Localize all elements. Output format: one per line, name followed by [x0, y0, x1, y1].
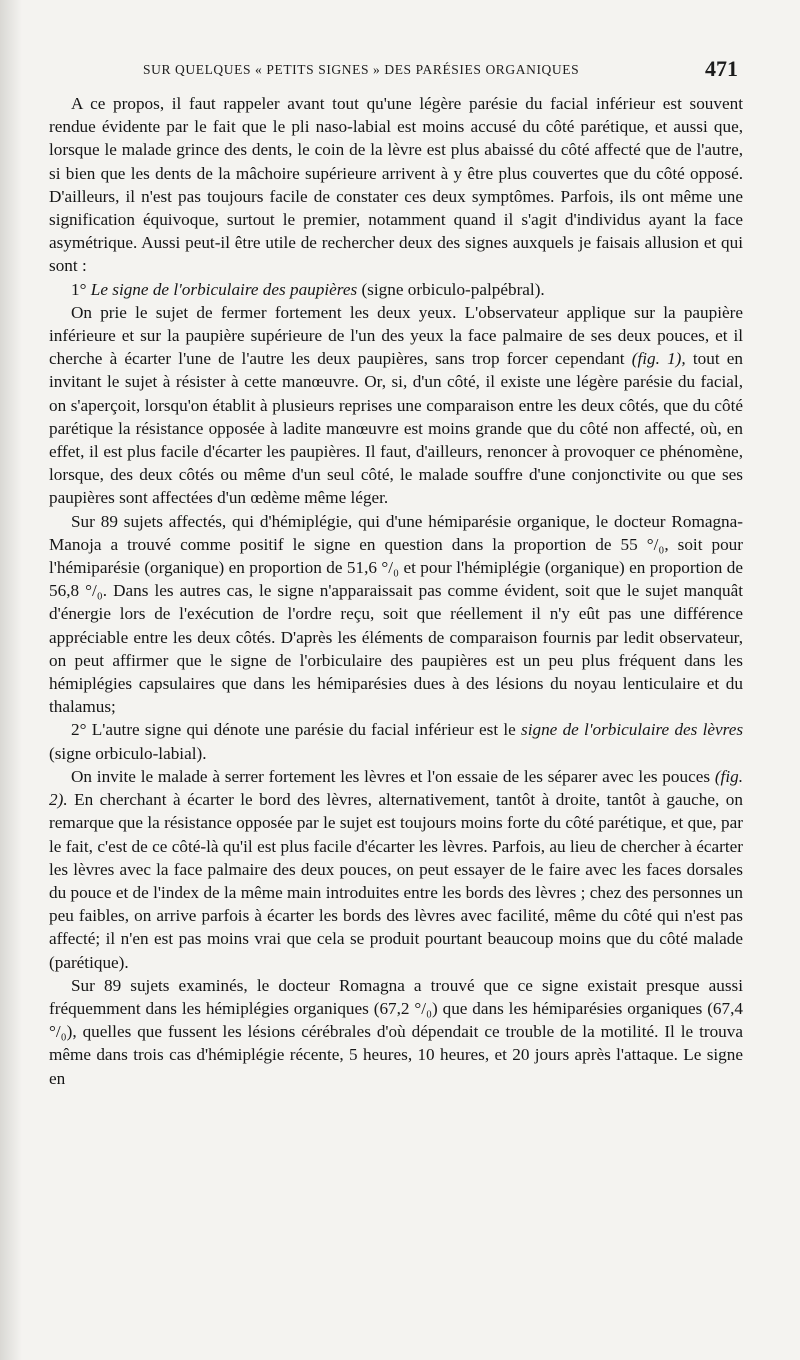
paragraph-text: tout en invitant le sujet à résister à cette manœuvre. Or, si, d'un côté, il existe une légère parésie du facial, on s'aperçoit, lorsqu'on établit à plusieurs reprises une comparaison entre les deux côtés, que du côté parétique la résistance opposée à ladite manœuvre est moins grande que du côté non affecté, où, en effet, il est plus facile d'écarter les paupières. Il faut, d'ailleurs, renoncer à provoquer ce phénomène, lorsque, des deux côtés ou même d'un seul côté, le malade souffre d'une conjonctivite ou que ses paupières sont affectées d'un œdème même léger. — [49, 349, 744, 508]
paragraph-text: Sur 89 sujets affectés, qui d'hémiplégie, qui d'une hémiparésie organique, le docteur Romagna-Manoja a trouvé comme positif le signe en question dans la proportion de 55 °/₀, soit pour l'hémiparésie (organique) en proportion de 51,6 °/₀ et pour l'hémiplégie (organique) en proportion de 56,8 °/₀. Dans les autres cas, le signe n'apparaissait pas comme évident, soit que le sujet manquât d'énergie lors de l'exécution de l'ordre reçu, soit que réellement il n'y eût pas une différence appréciable entre les deux côtés. D'après les éléments de comparaison fournis par ledit observateur, on peut affirmer que le signe de l'orbiculaire des paupières est un peu plus fréquent dans les hémiplégies capsulaires que dans les hémiparésies dues à des lésions du noyau lenticulaire et du thalamus; — [49, 511, 743, 717]
paragraph-statistics-lips — [49, 974, 743, 1090]
paragraph-method-lips — [49, 765, 743, 974]
paragraph-text: Sur 89 sujets examinés, le docteur Romagna a trouvé que ce signe existait presque aussi fréquemment dans les hémiplégies organiques (67,2 °/₀) que dans les hémiparésies organiques (67,4 °/₀), quelles que fussent les lésions cérébrales d'où dépendait ce trouble de la motilité. Il le trouva même dans trois cas d'hémiplégie récente, 5 heures, 10 heures, et 20 jours après l'attaque. Le signe en — [49, 975, 743, 1088]
paragraph-text: On prie le sujet de fermer fortement les deux yeux. L'observateur applique sur la paupière inférieure et sur la paupière supérieure de l'un des yeux la face palmaire de ses deux pouces, et il cherche à écarter l'une de l'autre les deux paupières, sans trop forcer cependant — [49, 302, 743, 369]
sign-subtitle: (signe orbiculo-palpébral). — [361, 279, 545, 299]
figure-reference: (fig. 1), — [631, 349, 686, 369]
sign-subtitle: (signe orbiculo-labial). — [49, 743, 207, 763]
body-text — [49, 92, 743, 1090]
paragraph-text: En cherchant à écarter le bord des lèvres, alternativement, tantôt à droite, tantôt à gauche, on remarque que la résistance opposée par le sujet est toujours moins forte du côté parétique, et que, par le fait, c'est de ce côté-là qu'il est plus facile d'écarter les lèvres. Parfois, au lieu de chercher à écarter les lèvres avec la face palmaire des deux pouces, on peut essayer de le faire avec les faces dorsales du pouce et de l'index de la même main introduites entre les bords des lèvres ; chez des personnes un peu faibles, on arrive parfois à écarter les bords des lèvres avec facilité, même du côté qui n'est pas affecté; il n'en est pas moins vrai que cela se produit pourtant beaucoup moins que du côté malade (parétique). — [49, 790, 743, 972]
sign-title: Le signe de l'orbiculaire des paupières — [90, 279, 358, 299]
figure-reference: (fig. 2). — [49, 766, 743, 810]
sign-heading-orbiculo-palpebral — [49, 278, 743, 301]
page-header — [143, 56, 743, 86]
item-number: 1° — [71, 279, 87, 299]
page-gutter-shadow — [0, 0, 22, 1360]
paragraph-text: A ce propos, il faut rappeler avant tout qu'une légère parésie du facial inférieur est souvent rendue évidente par le fait que le pli naso-labial est moins accusé du côté parétique, et aussi que, lorsque le malade grince des dents, le coin de la lèvre est plus abaissé du côté affecté que de l'autre, si bien que les dents de la mâchoire supérieure arrivent à y être plus couvertes que du côté opposé. D'ailleurs, il n'est pas toujours facile de constater ces deux symptômes. Parfois, ils ont même une signification équivoque, surtout le premier, notamment quand il s'agit d'individus ayant la face asymétrique. Aussi peut-il être utile de rechercher deux des signes auxquels je faisais allusion et qui sont : — [49, 94, 743, 276]
sign-heading-orbiculo-labial — [49, 718, 743, 764]
paragraph-intro — [49, 92, 743, 278]
paragraph-text: 2° L'autre signe qui dénote une parésie du facial inférieur est le — [71, 720, 516, 740]
paragraph-text: On invite le malade à serrer fortement les lèvres et l'on essaie de les séparer avec les pouces — [71, 766, 711, 786]
sign-title: signe de l'orbiculaire des lèvres — [521, 720, 744, 740]
page-number: 471 — [705, 56, 738, 81]
paragraph-method-eyelids — [49, 301, 743, 510]
running-head: SUR QUELQUES « PETITS SIGNES » DES PARÉSIES ORGANIQUES — [143, 62, 580, 77]
paragraph-statistics-eyelids — [49, 510, 743, 719]
